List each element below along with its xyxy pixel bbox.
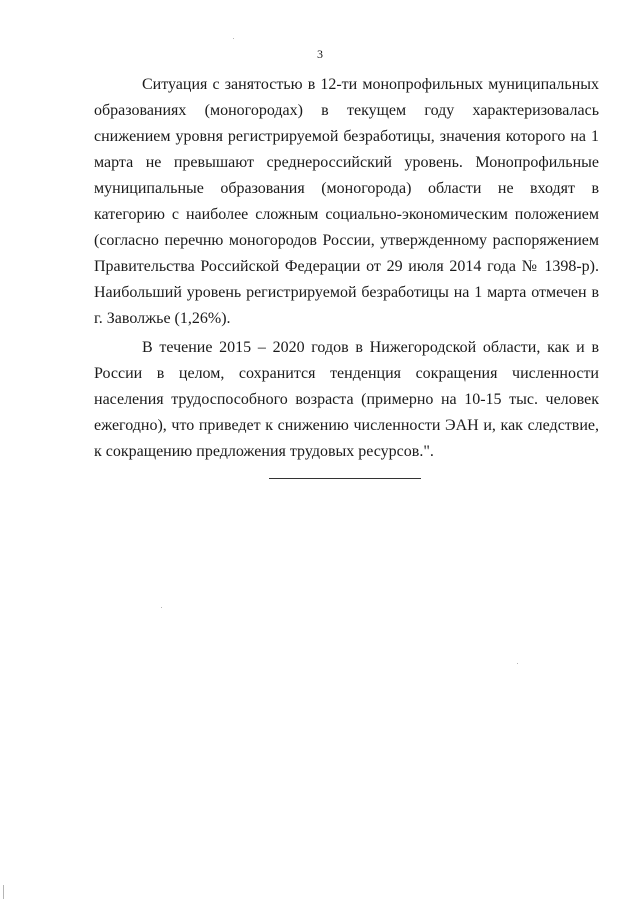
paragraph-monotowns: Ситуация с занятостью в 12-ти монопрофильных муниципальных образованиях (моногородах) в текущем году характеризовалась снижением уровня регистрируемой безработицы, значения которого на 1 марта не превышают среднероссийский уровень. Монопрофильные муниципальные образования (моногорода) области не входят в категорию с наиболее сложным социально-экономическим положением (согласно перечню моногородов России, утвержденному распоряжением Правительства Российской Федерации от 29 июля 2014 года № 1398-р). Наибольший уровень регистрируемой безработицы на 1 марта отмечен в г. Заволжье (1,26%). [94,76,599,327]
scan-speck [233,38,234,39]
paragraph-labor-forecast: В течение 2015 – 2020 годов в Нижегородской области, как и в России в целом, сохранится тенденция сокращения численности населения трудоспособного возраста (примерно на 10-15 тыс. человек ежегодно), что приведет к снижению численности ЭАН и, как следствие, к сокращению предложения трудовых ресурсов.". [94,339,599,460]
scan-speck [161,607,162,608]
scan-speck [3,885,4,899]
document-body [94,72,599,465]
page-number: 3 [317,47,323,61]
end-divider-line [269,478,421,479]
scan-speck [517,663,518,664]
